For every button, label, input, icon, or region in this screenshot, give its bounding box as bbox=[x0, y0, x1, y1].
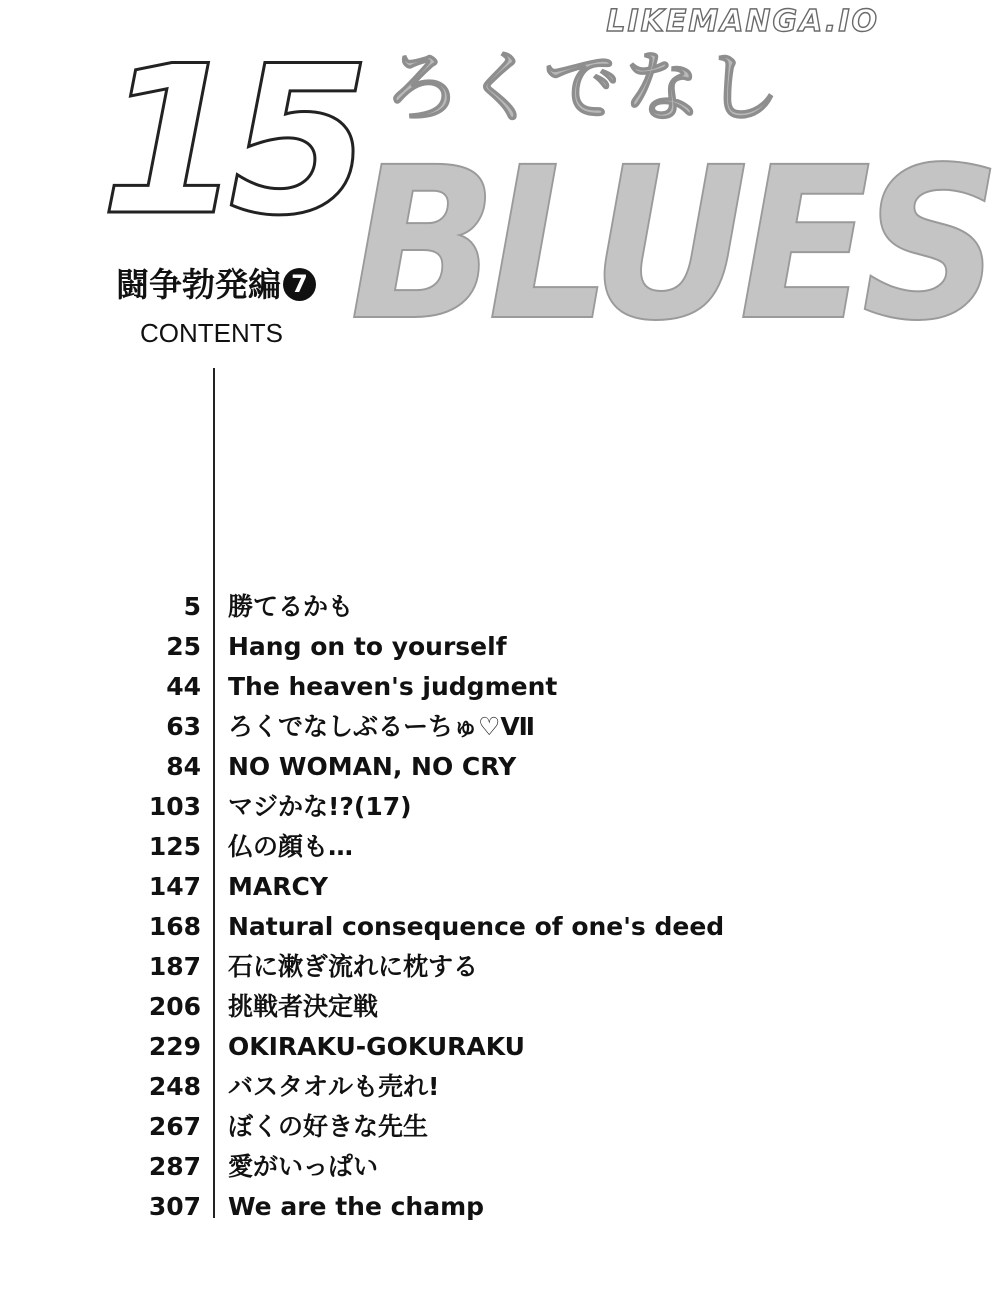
arc-title-text: 闘争勃発編 bbox=[116, 265, 281, 304]
contents-label: CONTENTS bbox=[140, 318, 283, 348]
toc-page-number: 187 bbox=[148, 952, 201, 981]
toc-row[interactable] bbox=[0, 747, 889, 787]
toc-chapter-title: 石に漱ぎ流れに枕する bbox=[228, 952, 479, 981]
toc-page-number: 125 bbox=[148, 832, 201, 861]
toc-row[interactable] bbox=[0, 907, 889, 947]
toc-page-number: 147 bbox=[148, 872, 201, 901]
series-subtitle: ろくでなし bbox=[384, 43, 784, 132]
toc-row[interactable] bbox=[0, 867, 889, 907]
toc-chapter-title: ろくでなしぶるーちゅ♡Ⅶ bbox=[228, 712, 536, 741]
toc-page-number: 25 bbox=[166, 632, 201, 661]
volume-number: 15 bbox=[100, 23, 358, 261]
toc-row[interactable] bbox=[0, 1107, 889, 1147]
toc-chapter-title: 愛がいっぱい bbox=[228, 1152, 379, 1181]
series-title: BLUES bbox=[350, 122, 992, 367]
toc-row[interactable] bbox=[0, 1147, 889, 1187]
watermark: LIKEMANGA.IO bbox=[606, 4, 879, 39]
toc-page-number: 307 bbox=[148, 1192, 201, 1221]
toc-chapter-title: 仏の顔も… bbox=[228, 832, 354, 861]
toc-row[interactable] bbox=[0, 1187, 889, 1227]
toc-chapter-title: バスタオルも売れ! bbox=[228, 1072, 440, 1101]
table-of-contents bbox=[0, 587, 889, 1227]
toc-page-number: 287 bbox=[148, 1152, 201, 1181]
toc-chapter-title: NO WOMAN, NO CRY bbox=[228, 752, 517, 781]
toc-chapter-title: The heaven's judgment bbox=[228, 672, 558, 701]
toc-page-number: 168 bbox=[148, 912, 201, 941]
toc-row[interactable] bbox=[0, 707, 889, 747]
toc-row[interactable] bbox=[0, 627, 889, 667]
toc-chapter-title: We are the champ bbox=[228, 1192, 485, 1221]
toc-chapter-title: 勝てるかも bbox=[228, 592, 354, 621]
toc-page-number: 44 bbox=[166, 672, 201, 701]
toc-chapter-title: ぼくの好きな先生 bbox=[228, 1112, 429, 1141]
toc-row[interactable] bbox=[0, 787, 889, 827]
arc-number-badge: 7 bbox=[283, 268, 316, 301]
toc-page-number: 206 bbox=[148, 992, 201, 1021]
toc-chapter-title: OKIRAKU-GOKURAKU bbox=[228, 1032, 525, 1061]
toc-page-number: 84 bbox=[166, 752, 201, 781]
toc-row[interactable] bbox=[0, 987, 889, 1027]
toc-chapter-title: Hang on to yourself bbox=[228, 632, 507, 661]
toc-page-number: 103 bbox=[148, 792, 201, 821]
toc-page-number: 229 bbox=[148, 1032, 201, 1061]
toc-page-number: 267 bbox=[148, 1112, 201, 1141]
toc-chapter-title: MARCY bbox=[228, 872, 328, 901]
toc-row[interactable] bbox=[0, 827, 889, 867]
toc-chapter-title: Natural consequence of one's deed bbox=[228, 912, 725, 941]
toc-page-number: 63 bbox=[166, 712, 201, 741]
toc-chapter-title: マジかな!?(17) bbox=[228, 792, 412, 821]
toc-page-number: 5 bbox=[183, 592, 201, 621]
toc-page-number: 248 bbox=[148, 1072, 201, 1101]
toc-row[interactable] bbox=[0, 587, 889, 627]
toc-row[interactable] bbox=[0, 1067, 889, 1107]
toc-chapter-title: 挑戦者決定戦 bbox=[228, 992, 379, 1021]
toc-row[interactable] bbox=[0, 1027, 889, 1067]
toc-row[interactable] bbox=[0, 947, 889, 987]
toc-row[interactable] bbox=[0, 667, 889, 707]
arc-title bbox=[116, 265, 316, 304]
